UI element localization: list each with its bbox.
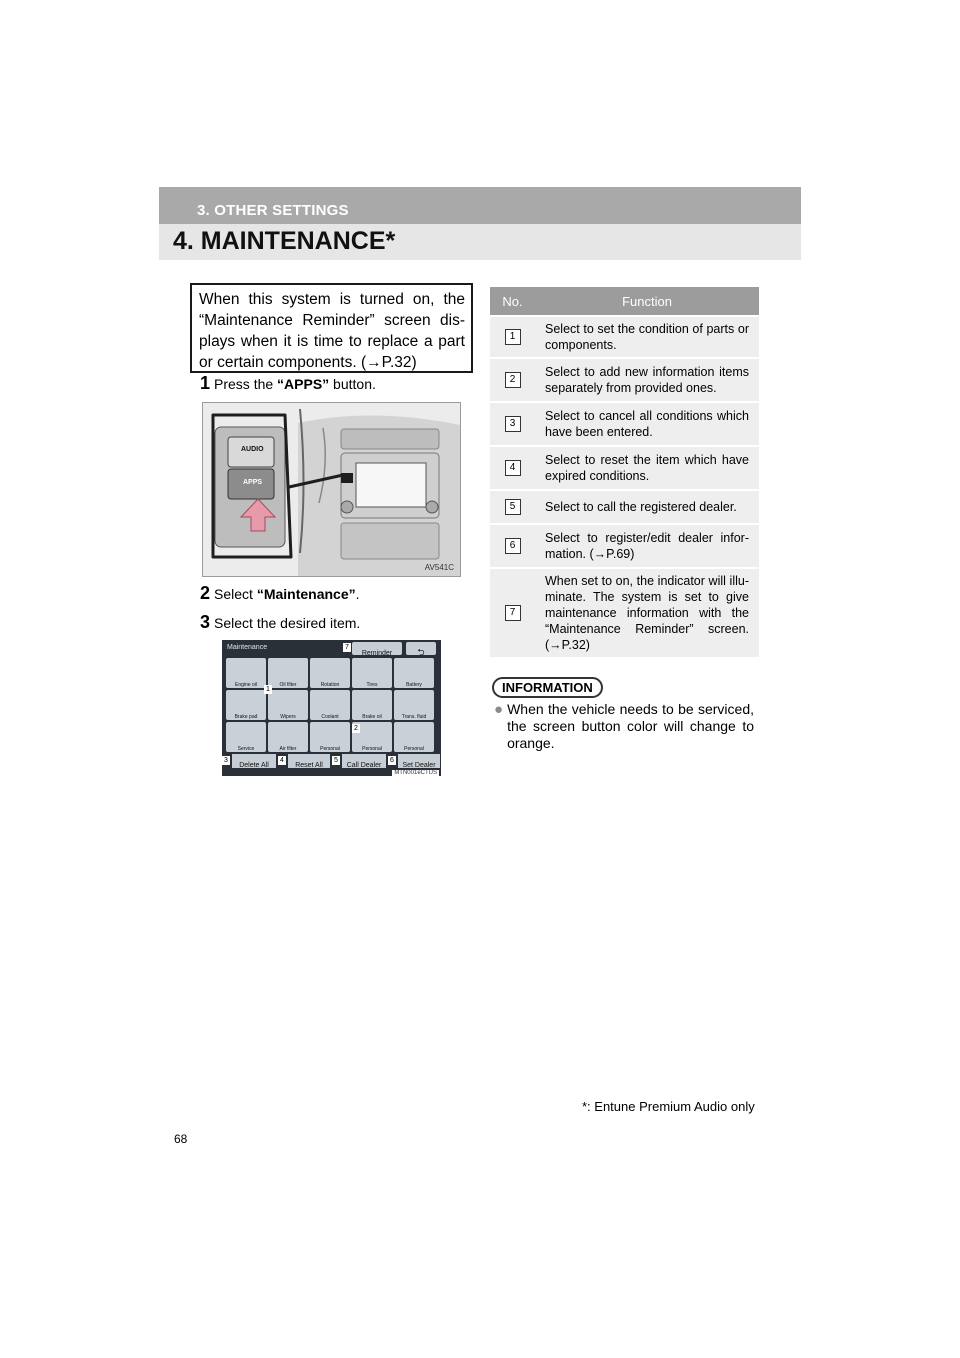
item-button[interactable] bbox=[310, 658, 350, 688]
callout-6: 6 bbox=[388, 756, 396, 765]
reset-all-label: Reset All bbox=[295, 762, 323, 769]
step-number: 3 bbox=[200, 612, 211, 632]
item-button[interactable] bbox=[226, 722, 266, 752]
audio-label: AUDIO bbox=[241, 446, 264, 453]
table-row bbox=[490, 523, 759, 567]
item-button[interactable] bbox=[310, 690, 350, 720]
apps-button-figure bbox=[202, 402, 461, 577]
table-row bbox=[490, 401, 759, 445]
number-cell bbox=[490, 416, 535, 432]
section-label: 3. OTHER SETTINGS bbox=[197, 202, 349, 219]
table-row bbox=[490, 489, 759, 523]
function-text: Select to set the condition of parts or components. bbox=[545, 322, 749, 352]
set-dealer-button[interactable] bbox=[398, 754, 440, 768]
reminder-button[interactable] bbox=[352, 642, 402, 655]
function-text: Select to register/edit dealer infor-mation. (→P.69) bbox=[545, 531, 749, 561]
screen-title: Maintenance bbox=[227, 644, 268, 651]
reset-all-button[interactable] bbox=[288, 754, 330, 768]
step-1 bbox=[200, 373, 376, 394]
number-box: 2 bbox=[505, 372, 521, 388]
dashboard-illustration bbox=[203, 403, 460, 576]
item-grid bbox=[226, 658, 437, 752]
step-text: Select bbox=[214, 586, 257, 602]
step-2 bbox=[200, 583, 360, 604]
number-box: 6 bbox=[505, 538, 521, 554]
item-button[interactable] bbox=[268, 658, 308, 688]
item-button[interactable] bbox=[226, 690, 266, 720]
step-text-end: . bbox=[355, 586, 360, 602]
intro-box: When this system is turned on, the “Maintenance Reminder” screen dis-plays when it is time to replace a part or certain components. (→P.32) bbox=[190, 283, 473, 373]
number-cell bbox=[490, 605, 535, 621]
set-dealer-label: Set Dealer bbox=[402, 762, 436, 769]
step-keyword: “APPS” bbox=[277, 376, 330, 392]
item-label: Wipers bbox=[280, 714, 296, 720]
back-button[interactable] bbox=[406, 642, 436, 655]
item-label: Service bbox=[237, 746, 255, 752]
item-label: Coolant bbox=[321, 714, 339, 720]
function-text: Select to cancel all conditions which have been entered. bbox=[545, 409, 749, 439]
item-label: Oil filter bbox=[279, 682, 297, 688]
table-row bbox=[490, 315, 759, 357]
function-text: Select to call the registered dealer. bbox=[545, 500, 737, 514]
callout-4: 4 bbox=[278, 756, 286, 765]
item-button[interactable] bbox=[268, 690, 308, 720]
step-3 bbox=[200, 612, 360, 633]
callout-2: 2 bbox=[352, 724, 360, 733]
item-label: Brake oil bbox=[362, 714, 382, 720]
item-button[interactable] bbox=[394, 722, 434, 752]
callout-3: 3 bbox=[222, 756, 230, 765]
item-label: Trans. fluid bbox=[401, 714, 427, 720]
item-label: Air filter bbox=[279, 746, 297, 752]
header-no: No. bbox=[502, 293, 523, 309]
item-button[interactable] bbox=[310, 722, 350, 752]
delete-all-label: Delete All bbox=[239, 762, 269, 769]
item-button[interactable] bbox=[226, 658, 266, 688]
bullet-icon: ● bbox=[494, 701, 504, 718]
item-label: Brake pad bbox=[234, 714, 258, 720]
item-label: Rotation bbox=[320, 682, 340, 688]
number-cell bbox=[490, 538, 535, 554]
table-header bbox=[490, 287, 759, 315]
bottom-bar bbox=[222, 754, 441, 768]
item-label: Personal bbox=[404, 746, 424, 752]
step-number: 1 bbox=[200, 373, 211, 393]
apps-label: APPS bbox=[243, 479, 263, 486]
reminder-label: Reminder bbox=[361, 650, 393, 657]
item-button[interactable] bbox=[394, 690, 434, 720]
item-button[interactable] bbox=[352, 690, 392, 720]
table-row bbox=[490, 357, 759, 401]
figure-code: AV541C bbox=[424, 563, 454, 572]
information-badge: INFORMATION bbox=[492, 677, 603, 698]
callout-1: 1 bbox=[264, 685, 272, 694]
step-number: 2 bbox=[200, 583, 211, 603]
item-label: Battery bbox=[406, 682, 422, 688]
information-text: When the vehicle needs to be serviced, the screen button color will change to orange. bbox=[507, 701, 754, 751]
page-title: 4. MAINTENANCE* bbox=[173, 227, 396, 255]
item-button[interactable] bbox=[268, 722, 308, 752]
delete-all-button[interactable] bbox=[232, 754, 276, 768]
footnote: *: Entune Premium Audio only bbox=[582, 1099, 755, 1114]
callout-5: 5 bbox=[332, 756, 340, 765]
number-cell bbox=[490, 499, 535, 515]
step-text: Select the desired item. bbox=[214, 615, 361, 631]
item-label: Tires bbox=[366, 682, 378, 688]
information-item bbox=[494, 701, 754, 752]
back-arrow-icon: ⮌ bbox=[417, 647, 425, 657]
step-text: Press the bbox=[214, 376, 278, 392]
maintenance-screen-figure bbox=[222, 640, 441, 776]
number-cell bbox=[490, 372, 535, 388]
page-number: 68 bbox=[174, 1132, 188, 1146]
step-text-end: button. bbox=[329, 376, 376, 392]
number-box: 7 bbox=[505, 605, 521, 621]
item-button[interactable] bbox=[352, 658, 392, 688]
item-label: Engine oil bbox=[235, 682, 257, 688]
callout-7: 7 bbox=[343, 643, 351, 652]
number-cell bbox=[490, 329, 535, 345]
call-dealer-label: Call Dealer bbox=[346, 762, 382, 769]
table-row bbox=[490, 445, 759, 489]
number-box: 5 bbox=[505, 499, 521, 515]
header-function: Function bbox=[622, 293, 672, 309]
function-text: Select to reset the item which have expired conditions. bbox=[545, 453, 749, 483]
number-box: 1 bbox=[505, 329, 521, 345]
number-box: 3 bbox=[505, 416, 521, 432]
item-button[interactable] bbox=[394, 658, 434, 688]
number-box: 4 bbox=[505, 460, 521, 476]
function-text: When set to on, the indicator will illu-minate. The system is set to give maintenance information with the “Maintenance Reminder” screen. (→P.32) bbox=[545, 574, 749, 652]
call-dealer-button[interactable] bbox=[342, 754, 386, 768]
figure-code: MTN001eCTUS bbox=[394, 770, 437, 776]
table-row bbox=[490, 567, 759, 657]
item-label: Personal bbox=[320, 746, 340, 752]
item-label: Personal bbox=[362, 746, 382, 752]
number-cell bbox=[490, 460, 535, 476]
step-keyword: “Maintenance” bbox=[256, 586, 356, 602]
function-table bbox=[490, 287, 759, 657]
function-text: Select to add new information items separately from provided ones. bbox=[545, 365, 749, 395]
